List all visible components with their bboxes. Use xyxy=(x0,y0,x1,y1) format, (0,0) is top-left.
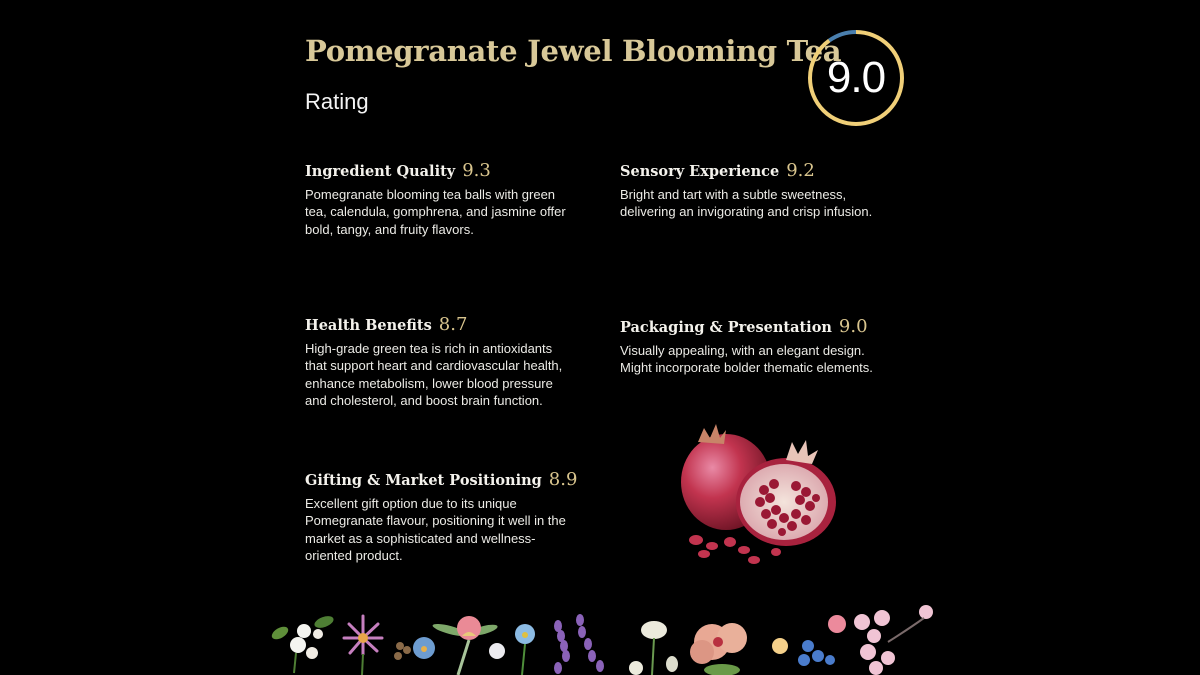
category-score: 8.7 xyxy=(438,314,468,335)
category-gifting-market-positioning xyxy=(305,469,595,564)
category-score: 9.0 xyxy=(838,316,868,337)
wildflower-border-illustration xyxy=(262,598,942,675)
category-description: High-grade green tea is rich in antioxidants that support heart and cardiovascular health, enhance metabolism, lower blood pressure and cholesterol, and boost brain function. xyxy=(305,341,563,408)
category-name: Ingredient Quality xyxy=(305,163,456,180)
category-description: Visually appealing, with an elegant design. Might incorporate bolder thematic elements. xyxy=(620,343,873,376)
category-name: Health Benefits xyxy=(305,317,432,334)
category-sensory-experience xyxy=(620,160,910,221)
pomegranate-illustration xyxy=(668,420,848,570)
product-title: Pomegranate Jewel Blooming Tea xyxy=(305,34,842,68)
category-score: 9.3 xyxy=(462,160,491,181)
category-description: Pomegranate blooming tea balls with green tea, calendula, gomphrena, and jasmine offer bold, tangy, and fruity flavors. xyxy=(305,187,566,237)
overall-score: 9.0 xyxy=(826,53,886,102)
category-ingredient-quality xyxy=(305,160,595,238)
rating-subtitle: Rating xyxy=(305,89,369,114)
category-name: Packaging & Presentation xyxy=(620,319,832,336)
category-description: Excellent gift option due to its unique Pomegranate flavour, positioning it well in the market as a sophisticated and wellness-oriented product. xyxy=(305,496,566,563)
overall-score-ring xyxy=(806,28,906,128)
category-description: Bright and tart with a subtle sweetness, delivering an invigorating and crisp infusion. xyxy=(620,187,873,220)
category-score: 9.2 xyxy=(786,160,815,181)
category-score: 8.9 xyxy=(548,469,578,490)
category-packaging-presentation xyxy=(620,316,910,377)
category-name: Gifting & Market Positioning xyxy=(305,472,542,489)
category-health-benefits xyxy=(305,314,595,409)
category-name: Sensory Experience xyxy=(620,163,780,180)
